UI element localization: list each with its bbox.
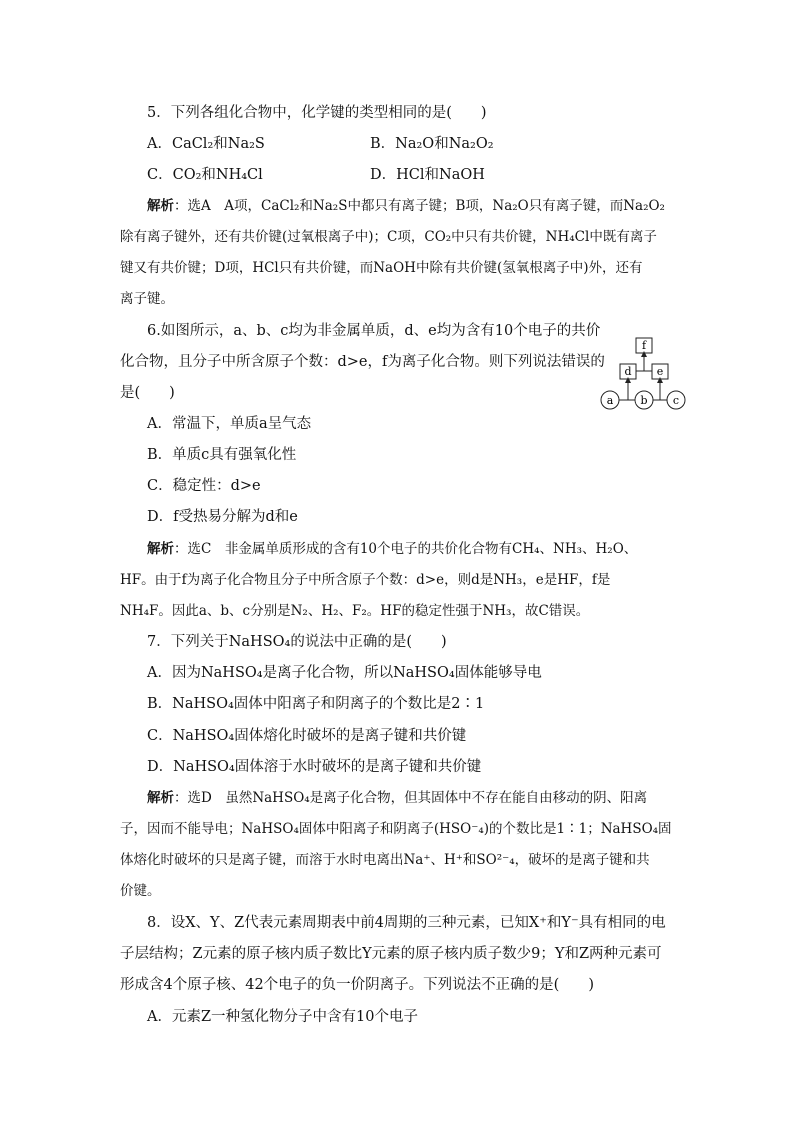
q5-option-d: D．HCl和NaOH [370, 167, 485, 183]
q6-solution-line-2: HF。由于f为离子化合物且分子中所含原子个数：d>e，则d是NH₃，e是HF，f是 [120, 572, 611, 588]
q5-stem: 5．下列各组化合物中，化学键的类型相同的是( ) [147, 105, 487, 121]
diagram-label-a: a [606, 394, 614, 407]
q7-solution-line-3: 体熔化时破坏的只是离子键，而溶于水时电离出Na⁺、H⁺和SO²⁻₄，破坏的是离子键和共 [120, 852, 650, 868]
diagram-label-b: b [640, 394, 648, 407]
solution-label: 解析 [147, 198, 174, 214]
q6-solution-line-1: 解析：选C 非金属单质形成的含有10个电子的共价化合物有CH₄、NH₃、H₂O、 [147, 541, 638, 557]
q8-option-a: A．元素Z一种氢化物分子中含有10个电子 [147, 1009, 418, 1025]
q6-reaction-diagram [598, 334, 690, 414]
q8-stem-line-3: 形成含4个原子核、42个电子的负一价阴离子。下列说法不正确的是( ) [120, 977, 594, 993]
q6-option-c: C．稳定性：d>e [147, 478, 261, 494]
q7-solution-line-1: 解析：选D 虽然NaHSO₄是离子化合物，但其固体中不存在能自由移动的阴、阳离 [147, 790, 648, 806]
solution-label: 解析 [147, 541, 174, 557]
q7-option-a: A．因为NaHSO₄是离子化合物，所以NaHSO₄固体能够导电 [147, 665, 542, 681]
q7-option-b: B．NaHSO₄固体中阳离子和阴离子的个数比是2∶1 [147, 696, 485, 712]
q6-stem-line-1: 6.如图所示，a、b、c均为非金属单质，d、e均为含有10个电子的共价 [147, 323, 601, 339]
q5-solution-line-2: 除有离子键外，还有共价键(过氧根离子中)；C项，CO₂中只有共价键，NH₄Cl中既有离子 [120, 229, 657, 245]
diagram-label-c: c [672, 394, 680, 407]
q5-option-a: A．CaCl₂和Na₂S [147, 136, 265, 152]
q6-option-d: D．f受热易分解为d和e [147, 509, 298, 525]
q6-option-b: B．单质c具有强氧化性 [147, 447, 297, 463]
q7-stem: 7．下列关于NaHSO₄的说法中正确的是( ) [147, 634, 447, 650]
diagram-label-d: d [624, 365, 632, 378]
q7-option-c: C．NaHSO₄固体熔化时破坏的是离子键和共价键 [147, 728, 467, 744]
q7-solution-line-2: 子，因而不能导电；NaHSO₄固体中阳离子和阴离子(HSO⁻₄)的个数比是1∶1；NaHSO₄固 [120, 821, 672, 837]
q5-solution-line-1: 解析：选A A项，CaCl₂和Na₂S中都只有离子键；B项，Na₂O只有离子键，而Na₂O₂ [147, 198, 665, 214]
q7-option-d: D．NaHSO₄固体溶于水时破坏的是离子键和共价键 [147, 759, 482, 775]
q6-stem-line-2: 化合物，且分子中所含原子个数：d>e，f为离子化合物。则下列说法错误的 [120, 354, 605, 370]
q8-stem-line-2: 子层结构；Z元素的原子核内质子数比Y元素的原子核内质子数少9；Y和Z两种元素可 [120, 946, 662, 962]
solution-label: 解析 [147, 790, 174, 806]
diagram-label-e: e [656, 365, 664, 378]
diagram-label-f: f [641, 339, 647, 352]
q5-solution-line-3: 键又有共价键；D项，HCl只有共价键，而NaOH中除有共价键(氢氧根离子中)外，还有 [120, 260, 643, 276]
q6-solution-line-3: NH₄F。因此a、b、c分别是N₂、H₂、F₂。HF的稳定性强于NH₃，故C错误。 [120, 603, 590, 619]
q6-option-a: A．常温下，单质a呈气态 [147, 416, 312, 432]
q6-stem-line-3: 是( ) [120, 385, 175, 401]
q5-option-c: C．CO₂和NH₄Cl [147, 167, 263, 183]
q5-solution-line-4: 离子键。 [120, 291, 174, 307]
q7-solution-line-4: 价键。 [120, 883, 161, 899]
q5-option-b: B．Na₂O和Na₂O₂ [370, 136, 494, 152]
q8-stem-line-1: 8．设X、Y、Z代表元素周期表中前4周期的三种元素，已知X⁺和Y⁻具有相同的电 [147, 915, 666, 931]
